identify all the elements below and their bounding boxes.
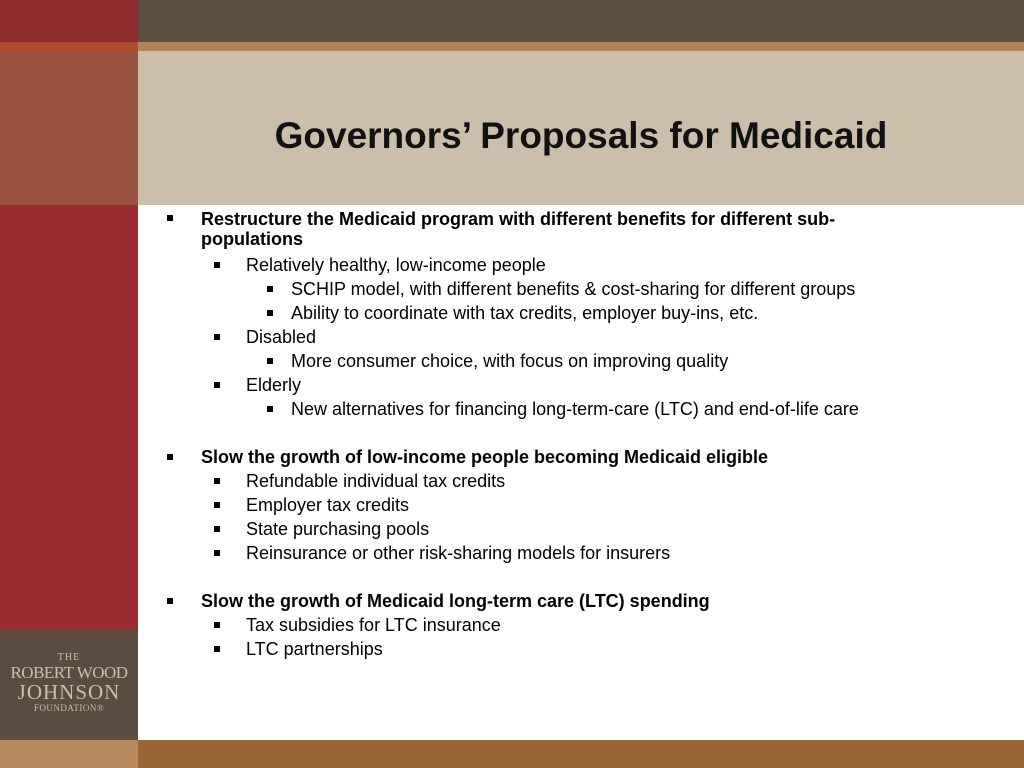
footer-bar bbox=[138, 740, 1024, 768]
logo-line-3: JOHNSON bbox=[17, 680, 121, 704]
square-bullet-icon bbox=[167, 454, 173, 460]
bullet-item: Relatively healthy, low-income people bbox=[160, 253, 930, 277]
square-bullet-icon bbox=[167, 598, 173, 604]
square-bullet-icon bbox=[214, 382, 220, 388]
header-stripe bbox=[138, 42, 1024, 51]
square-bullet-icon bbox=[214, 622, 220, 628]
bullet-heading: Slow the growth of low-income people becoming Medicaid eligible bbox=[160, 445, 930, 469]
sidebar-bottom-block bbox=[0, 740, 138, 768]
sidebar-red-block bbox=[0, 205, 138, 630]
header-bar bbox=[138, 0, 1024, 42]
bullet-item: Employer tax credits bbox=[160, 493, 930, 517]
slide-title: Governors’ Proposals for Medicaid bbox=[274, 115, 888, 156]
logo-line-1: THE bbox=[57, 652, 81, 663]
bullet-item: LTC partnerships bbox=[160, 637, 930, 661]
square-bullet-icon bbox=[214, 262, 220, 268]
bullet-item: Elderly bbox=[160, 373, 930, 397]
bullet-subitem: SCHIP model, with different benefits & cost-sharing for different groups bbox=[160, 277, 930, 301]
square-bullet-icon bbox=[214, 526, 220, 532]
square-bullet-icon bbox=[267, 310, 273, 316]
bullet-item: State purchasing pools bbox=[160, 517, 930, 541]
logo-line-2: ROBERT WOOD bbox=[10, 663, 128, 682]
bullet-item: Reinsurance or other risk-sharing models for insurers bbox=[160, 541, 930, 565]
bullet-heading: Restructure the Medicaid program with different benefits for different sub-populations bbox=[160, 209, 930, 249]
bullet-subitem: Ability to coordinate with tax credits, employer buy-ins, etc. bbox=[160, 301, 930, 325]
spacer bbox=[160, 421, 930, 445]
bullet-item: Refundable individual tax credits bbox=[160, 469, 930, 493]
bullet-heading: Slow the growth of Medicaid long-term care (LTC) spending bbox=[160, 589, 930, 613]
square-bullet-icon bbox=[214, 334, 220, 340]
bullet-item: Disabled bbox=[160, 325, 930, 349]
spacer bbox=[160, 565, 930, 589]
bullet-item: Tax subsidies for LTC insurance bbox=[160, 613, 930, 637]
sidebar-stripe bbox=[0, 42, 138, 51]
bullet-subitem: New alternatives for financing long-term-care (LTC) and end-of-life care bbox=[160, 397, 930, 421]
sidebar-title-block bbox=[0, 51, 138, 205]
square-bullet-icon bbox=[267, 286, 273, 292]
square-bullet-icon bbox=[167, 215, 173, 221]
logo-line-4: FOUNDATION® bbox=[33, 703, 105, 713]
square-bullet-icon bbox=[267, 358, 273, 364]
square-bullet-icon bbox=[214, 478, 220, 484]
bullet-subitem: More consumer choice, with focus on improving quality bbox=[160, 349, 930, 373]
square-bullet-icon bbox=[214, 550, 220, 556]
slide-body bbox=[160, 209, 930, 661]
sidebar-top-block bbox=[0, 0, 138, 42]
square-bullet-icon bbox=[214, 502, 220, 508]
square-bullet-icon bbox=[214, 646, 220, 652]
square-bullet-icon bbox=[267, 406, 273, 412]
foundation-logo bbox=[6, 652, 132, 714]
